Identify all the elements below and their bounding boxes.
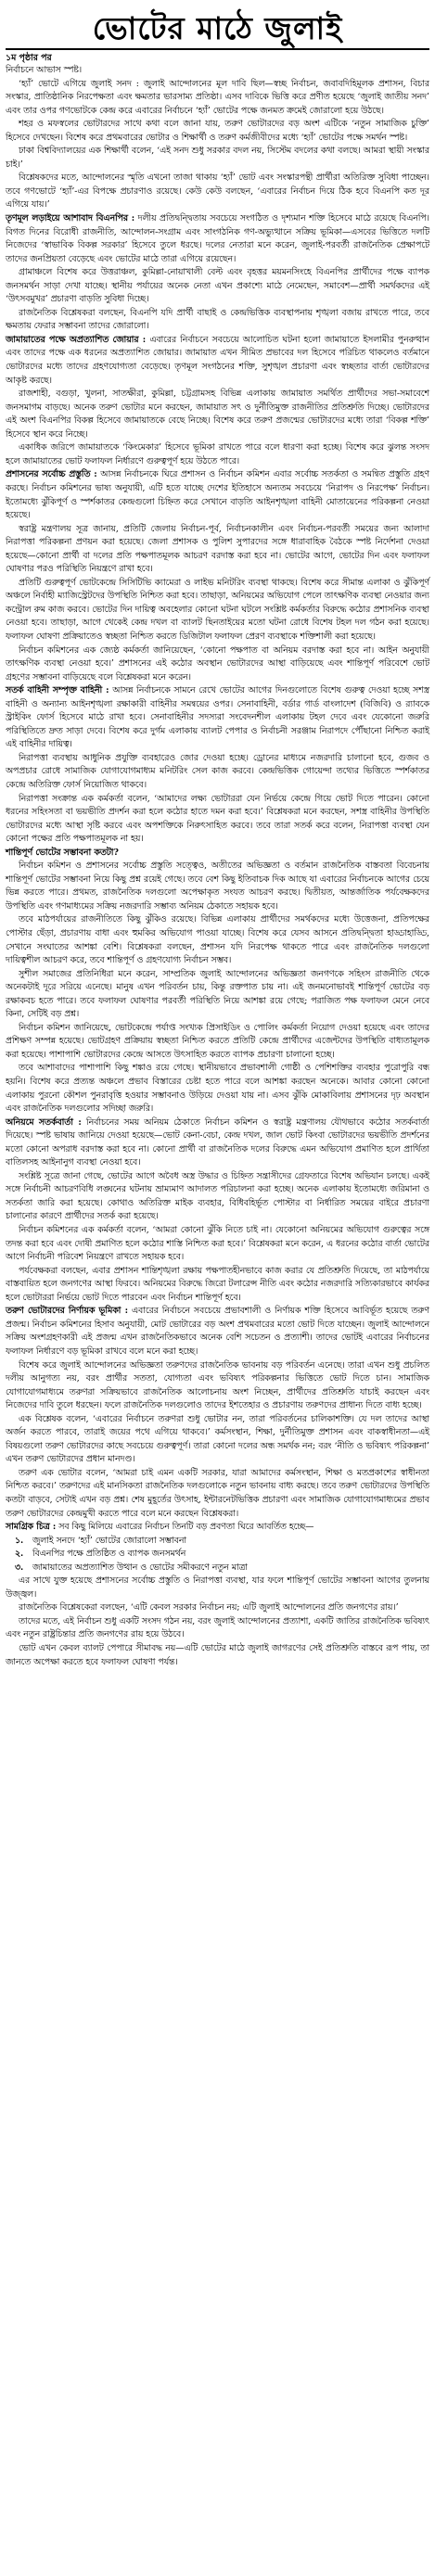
list-item — [15, 1562, 429, 1575]
list-item-text: জুলাই সনদে ‘হ্যাঁ’ ভোটের জোরালো সম্ভাবনা — [32, 1535, 187, 1546]
article-paragraph — [6, 1521, 429, 1535]
article-paragraph — [6, 913, 429, 967]
subheading: অনিয়মে সতর্কবার্তা : — [6, 1116, 82, 1128]
paragraph-text: শহর ও মফস্বলের ভোটারদের সাথে কথা বলে জানা যায়, তরুণ ভোটারদের বড় অংশ এটিকে ‘নতুন সামাজিক চুক্তি’ হিসেবে দেখছেন। বিশেষ করে প্রথমবারের ভোটার ও শিক্ষার্থী ও তরুণ কর্মজীবীদের মধ্যে ‘হ্যাঁ’ ভোটের পক্ষে সমর্থন স্পষ্ট। — [6, 119, 429, 143]
article-paragraph — [6, 1413, 429, 1467]
article-paragraph — [6, 1575, 429, 1601]
article-paragraph — [6, 523, 429, 577]
paragraph-text: তবে মাঠপর্যায়ের রাজনীতিতে কিছু ঝুঁকিও রয়েছে। বিভিন্ন এলাকায় প্রার্থীদের সমর্থকদের মধ্যে উত্তেজনা, প্রতিপক্ষের পোস্টার ছেঁড়া, প্রচারণায় বাধা এবং হুমকির অভিযোগ পাওয়া যাচ্ছে। বিশেষ করে যেসব আসনে প্রতিদ্বন্দ্বিতা হাড্ডাহাড্ডি, সেখানে সংঘাতের আশঙ্কা বেশি। বিশ্লেষকরা বলছেন, প্রশাসন যদি নিরপেক্ষ থাকতে পারে এবং রাজনৈতিক দলগুলো দায়িত্বশীল আচরণ করে, তবে শান্তিপূর্ণ ও গ্রহণযোগ্য নির্বাচন সম্ভব। — [6, 914, 429, 966]
article-paragraph — [6, 212, 429, 266]
subheading: শান্তিপূর্ণ ভোটের সম্ভাবনা কতটা? — [6, 847, 119, 858]
article-paragraph — [6, 1305, 429, 1358]
article-paragraph — [6, 1615, 429, 1642]
paragraph-text: পর্যবেক্ষকরা বলছেন, এবার প্রশাসন শান্তিশৃঙ্খলা রক্ষায় পক্ষপাতহীনভাবে কাজ করার যে প্রতিশ্রুতি দিয়েছে, তা মাঠপর্যায়ে বাস্তবায়িত হলে জনগণের আস্থা ফিরবে। অনিয়মের বিরুদ্ধে জিরো টলারেন্স নীতি এবং কঠোর নজরদারি সত্যিকারভাবে কার্যকর হলে ভোটাররা নির্ভয়ে ভোট দিতে পারবেন এবং নির্বাচন শান্তিপূর্ণ হবে। — [6, 1265, 429, 1303]
continued-from-label: ১ম পৃষ্ঠার পর — [6, 53, 52, 63]
paragraph-text: বিশ্লেষকদের মতে, আন্দোলনের স্মৃতি এখনো তাজা থাকায় ‘হ্যাঁ’ ভোট এবং সংস্কারপন্থী প্রার্থীরা অতিরিক্ত সুবিধা পাচ্ছেন। তবে গণভোটে ‘হ্যাঁ’-এর বিপক্ষে প্রচারণাও রয়েছে। কেউ কেউ বলছেন, ‘এবারের নির্বাচন দিয়ে ঠিক হবে বিএনপি কত দূর এগিয়ে যায়।’ — [6, 172, 429, 210]
article-body — [6, 64, 429, 1669]
paragraph-text: প্রতিটি গুরুত্বপূর্ণ ভোটকেন্দ্রে সিসিটিভি ক্যামেরা ও লাইভ মনিটরিং ব্যবস্থা থাকছে। বিশেষ করে সীমান্ত এলাকা ও ঝুঁকিপূর্ণ অঞ্চলে নির্বাহী ম্যাজিস্ট্রেটদের উপস্থিতি নিশ্চিত করা হবে। তাছাড়া, অনিয়মের অভিযোগ পেলে তাৎক্ষণিক ব্যবস্থা নেওয়ার জন্য কন্ট্রোল রুম কাজ করবে। ভোটের দিন দায়িত্ব অবহেলার কোনো ঘটনা ঘটলে সংশ্লিষ্ট কর্মকর্তার বিরুদ্ধে কঠোর প্রশাসনিক ব্যবস্থা নেওয়া হবে। তাছাড়া, আগে থেকেই কেন্দ্র দখল বা ব্যালট ছিনতাইয়ের মতো ঘটনা রোধে বিশেষ টহল দল গঠন করা হয়েছে। ফলাফল ঘোষণা প্রক্রিয়াতেও স্বচ্ছতা নিশ্চিত করতে ডিজিটাল ফলাফল প্রেরণ ব্যবস্থাকে শক্তিশালী করা হয়েছে। — [6, 577, 429, 642]
paragraph-text: এবারের নির্বাচনে সবচেয়ে প্রভাবশালী ও নির্ণায়ক শক্তি হিসেবে আবির্ভূত হয়েছে তরুণ প্রজন্ম। নির্বাচন কমিশনের হিসাব অনুযায়ী, মোট ভোটারের বড় অংশ প্রথমবারের মতো ভোট দিতে যাচ্ছেন। জুলাই আন্দোলনে সক্রিয় অংশগ্রহণকারী এই প্রজন্ম এখন রাজনৈতিকভাবে অনেক বেশি সচেতন ও প্রত্যাশী। তাদের ভোটই এবারের নির্বাচনের ফলাফল নির্ধারণে বড় ভূমিকা রাখবে বলে মনে করা হচ্ছে। — [6, 1306, 429, 1357]
list-item-text: জামায়াতের অপ্রত্যাশিত উত্থান ও ভোটের সমীকরণে নতুন মাত্রা — [32, 1562, 248, 1573]
paragraph-text: নির্বাচনে আভাস স্পষ্ট। — [6, 65, 83, 75]
paragraph-text: ঢাকা বিশ্ববিদ্যালয়ের এক শিক্ষার্থী বলেন, ‘এই সনদ শুধু সরকার বদল নয়, সিস্টেম বদলের কথা বলছে। আমরা স্থায়ী সংস্কার চাই।’ — [6, 146, 429, 170]
list-marker: ৩. — [15, 1562, 24, 1573]
paragraph-text: ভোট এখন কেবল ব্যালট পেপারে সীমাবদ্ধ নয়—এটি ভোটের মাঠে জুলাই জাগরণের সেই প্রতিশ্রুতি বাস্তবে রূপ পায়, তা জানতে অপেক্ষা করতে হবে ফলাফল ঘোষণা পর্যন্ত। — [6, 1642, 429, 1667]
article-paragraph — [6, 577, 429, 644]
paragraph-text: তাদের মতে, এই নির্বাচন শুধু একটি সংসদ গঠন নয়, বরং জুলাই আন্দোলনের প্রত্যাশা, একটি জাতির রাজনৈতিক ভবিষ্যৎ এবং নতুন রাষ্ট্রচিন্তার প্রতি জনগণের রায় হয়ে উঠবে। — [6, 1615, 429, 1640]
article-paragraph — [6, 1170, 429, 1224]
article-paragraph — [6, 266, 429, 307]
article-paragraph — [6, 172, 429, 212]
paragraph-text: আসন্ন নির্বাচনকে ঘিরে প্রশাসন ও নির্বাচন কমিশন এবার সর্বোচ্চ সতর্কতা ও সমন্বিত প্রস্তুতি গ্রহণ করছে। নির্বাচন কমিশনের ভাষ্য অনুযায়ী, এটি হতে যাচ্ছে দেশের ইতিহাসে অন্যতম সবচেয়ে ‘নিরাপদ ও নিরপেক্ষ’ নির্বাচন। ইতোমধ্যে ঝুঁকিপূর্ণ ও স্পর্শকাতর কেন্দ্রগুলো চিহ্নিত করে সেখানে বাড়তি আইনশৃঙ্খলা বাহিনী মোতায়েনের পরিকল্পনা নেওয়া হয়েছে। — [6, 469, 429, 521]
article-paragraph — [6, 468, 429, 522]
subheading: সামগ্রিক চিত্র : — [6, 1522, 57, 1533]
list-marker: ২. — [15, 1549, 24, 1560]
paragraph-text: তবে আশাবাদের পাশাপাশি কিছু শঙ্কাও রয়ে গেছে। স্থানীয়ভাবে প্রভাবশালী গোষ্ঠী ও পেশিশক্তির ব্যবহার পুরোপুরি বন্ধ হয়নি। বিশেষ করে প্রত্যন্ত অঞ্চলে প্রভাব বিস্তারের চেষ্টা হতে পারে বলে আশঙ্কা করছেন অনেকে। আবার কোনো কোনো এলাকায় পুরনো কৌশল পুনরাবৃত্তি হওয়ার সম্ভাবনাও উড়িয়ে দেওয়া যায় না। এসব ঝুঁকি মোকাবিলায় প্রশাসনের দৃঢ় অবস্থান এবং রাজনৈতিক দলগুলোর সদিচ্ছা জরুরি। — [6, 1063, 429, 1115]
article-paragraph — [6, 1642, 429, 1669]
paragraph-text: রাজশাহী, বগুড়া, খুলনা, সাতক্ষীরা, কুমিল্লা, চট্টগ্রামসহ বিভিন্ন এলাকায় জামায়াত সমর্থিত প্রার্থীদের সভা-সমাবেশে জনসমাগম বাড়ছে। অনেক তরুণ ভোটার মনে করছেন, জামায়াত সৎ ও দুর্নীতিমুক্ত রাজনীতির প্রতিশ্রুতি দিচ্ছে। ভোটারদের এই অংশ বিএনপির বিকল্প হিসেবে জামায়াতকে বেছে নিচ্ছে। বিশেষ করে তরুণ প্রজন্মের ভোটারদের মধ্যে তারা ‘বিকল্প শক্তি’ হিসেবে স্থান করে নিচ্ছে। — [6, 389, 429, 440]
subheading: জামায়াতের পক্ষে অপ্রত্যাশিত জোয়ার : — [6, 334, 147, 345]
paragraph-text: রাজনৈতিক বিশ্লেষকেরা বলছেন, ‘এটি কেবল সরকার নির্বাচন নয়; এটি জুলাই আন্দোলনের প্রতি জনগণের রায়।’ — [19, 1602, 399, 1613]
list-item — [15, 1548, 429, 1562]
article-paragraph — [6, 793, 429, 847]
article-headline: ভোটের মাঠে জুলাই — [92, 10, 343, 46]
article-paragraph — [6, 1022, 429, 1063]
article-paragraph — [6, 307, 429, 334]
article-paragraph — [6, 78, 429, 119]
paragraph-text: নির্বাচন কমিশন জানিয়েছে, ভোটকেন্দ্রে পর্যাপ্ত সংখ্যক প্রিসাইডিং ও পোলিং কর্মকর্তা নিয়োগ দেওয়া হয়েছে এবং তাদের প্রশিক্ষণ সম্পন্ন হয়েছে। ভোটগ্রহণ প্রক্রিয়ায় স্বচ্ছতা নিশ্চিত করতে প্রতিটি কেন্দ্রে প্রার্থীদের এজেন্টদের উপস্থিতি বাধ্যতামূলক করা হয়েছে। পাশাপাশি ভোটারদের কেন্দ্রে আসতে উৎসাহিত করতে ব্যাপক প্রচারণা চালানো হচ্ছে। — [6, 1022, 429, 1060]
paragraph-text: নিরাপত্তা ব্যবস্থায় আধুনিক প্রযুক্তি ব্যবহারেও জোর দেওয়া হচ্ছে। ড্রোনের মাধ্যমে নজরদারি চালানো হবে, গুজব ও অপপ্রচার রোধে সামাজিক যোগাযোগমাধ্যম মনিটরিং সেল কাজ করবে। কেন্দ্রভিত্তিক গোয়েন্দা তথ্যের ভিত্তিতে স্পর্শকাতর কেন্দ্রে অতিরিক্ত ফোর্স নিয়োজিত থাকবে। — [6, 752, 429, 790]
article-paragraph — [6, 644, 429, 685]
paragraph-text: বিশেষ করে জুলাই আন্দোলনের অভিজ্ঞতা তরুণদের রাজনৈতিক ভাবনায় বড় পরিবর্তন এনেছে। তারা এখন শুধু প্রচলিত দলীয় আনুগত্য নয়, বরং প্রার্থীর সততা, যোগ্যতা এবং ভবিষ্যৎ পরিকল্পনার ভিত্তিতে ভোট দিতে চান। সামাজিক যোগাযোগমাধ্যমে তরুণরা সক্রিয়ভাবে রাজনৈতিক আলোচনায় অংশ নিচ্ছেন, প্রার্থীদের প্রতিশ্রুতি যাচাই করছেন এবং নিজেদের দাবি তুলে ধরছেন। ফলে রাজনৈতিক দলগুলোও তাদের ইশতেহার ও প্রচারণায় তরুণদের প্রাধান্য দিতে বাধ্য হচ্ছে। — [6, 1359, 429, 1411]
paragraph-text: তরুণ এক ভোটার বলেন, ‘আমরা চাই এমন একটি সরকার, যারা আমাদের কর্মসংস্থান, শিক্ষা ও মতপ্রকাশের স্বাধীনতা নিশ্চিত করবে।’ তরুণদের এই মানসিকতা রাজনৈতিক দলগুলোকে নতুন ভাবনায় বাধ্য করছে। তবে তরুণ ভোটারদের উপস্থিতি কতটা বাড়বে, সেটাই এখন বড় প্রশ্ন। শেষ মুহূর্তের উৎসাহ, ইন্টারনেটভিত্তিক প্রচারণা এবং সামাজিক যোগাযোগমাধ্যমের প্রভাব তরুণ ভোটারদের কেন্দ্রমুখী করতে পারে বলে মনে করছেন বিশ্লেষকরা। — [6, 1467, 429, 1519]
summary-list — [6, 1535, 429, 1575]
article-paragraph — [6, 64, 429, 78]
paragraph-text: নির্বাচন কমিশনের এক কর্মকর্তা বলেন, ‘আমরা কোনো ঝুঁকি নিতে চাই না। যেকোনো অনিয়মের অভিযোগ গুরুত্বের সঙ্গে তদন্ত করা হবে এবং দোষী প্রমাণিত হলে কঠোর শাস্তি নিশ্চিত করা হবে।’ বিশ্লেষকরা মনে করেন, এ ধরনের কঠোর বার্তা ভোটের আগে নির্বাচনী পরিবেশ নিয়ন্ত্রণে রাখতে সহায়ক হবে। — [6, 1225, 429, 1263]
article-paragraph — [6, 752, 429, 793]
paragraph-text: সংশ্লিষ্ট সূত্রে জানা গেছে, ভোটের আগে অবৈধ অস্ত্র উদ্ধার ও চিহ্নিত সন্ত্রাসীদের গ্রেফতারে বিশেষ অভিযান চলছে। একই সঙ্গে নির্বাচনী আচরণবিধি লঙ্ঘনের ঘটনায় ভ্রাম্যমাণ আদালত পরিচালনা করা হচ্ছে। অনেক এলাকায় ইতোমধ্যে জরিমানা ও সতর্কতা জারি করা হয়েছে। কোথাও অতিরিক্ত মাইক ব্যবহার, বিধিবহির্ভূত পোস্টার বা নির্ধারিত সময়ের বাইরে প্রচারণা চালানোর কারণে প্রার্থীদের সতর্ক করা হয়েছে। — [6, 1170, 429, 1222]
article-paragraph — [6, 847, 429, 861]
article-paragraph — [6, 441, 429, 468]
article-paragraph — [6, 684, 429, 752]
article-paragraph — [6, 118, 429, 145]
paragraph-text: গ্রামাঞ্চলে বিশেষ করে উত্তরাঞ্চল, কুমিল্লা-নোয়াখালী বেল্ট এবং বৃহত্তর ময়মনসিংহে বিএনপির প্রার্থীদের পক্ষে ব্যাপক জনসমর্থন সাড়া দেখা যাচ্ছে। স্থানীয় পর্যায়ের অনেক নেতা এখন প্রকাশ্যে মাঠে নেমেছেন, সমাবেশ—প্রার্থী সমর্থকদের এই ‘উৎসবমুখর’ প্রচারণা বাড়তি সুবিধা দিচ্ছে। — [6, 267, 429, 305]
paragraph-text: এর সাথে যুক্ত হয়েছে প্রশাসনের সর্বোচ্চ প্রস্তুতি ও নিরাপত্তা ব্যবস্থা, যার ফলে শান্তিপূর্ণ ভোটের সম্ভাবনা আগের তুলনায় উজ্জ্বল। — [6, 1575, 429, 1600]
headline-divider — [6, 48, 429, 50]
paragraph-text: স্বরাষ্ট্র মন্ত্রণালয় সূত্র জানায়, প্রতিটি জেলায় নির্বাচন-পূর্ব, নির্বাচনকালীন এবং নির্বাচন-পরবর্তী সময়ের জন্য আলাদা নিরাপত্তা পরিকল্পনা প্রণয়ন করা হয়েছে। জেলা প্রশাসক ও পুলিশ সুপারদের সঙ্গে ধারাবাহিক বৈঠকে স্পষ্ট নির্দেশনা দেওয়া হয়েছে—কোনো প্রার্থী বা দলের প্রতি পক্ষপাতমূলক আচরণ বরদাস্ত করা হবে না। ভোটের আগে, ভোটের দিন এবং ফলাফল ঘোষণার পরও পরিস্থিতি নিয়ন্ত্রণে রাখা হবে। — [6, 523, 429, 575]
article-paragraph — [6, 388, 429, 441]
article-paragraph — [6, 1601, 429, 1615]
article-paragraph — [6, 1265, 429, 1306]
paragraph-text: নির্বাচন কমিশন ও প্রশাসনের সর্বোচ্চ প্রস্তুতি সত্ত্বেও, অতীতের অভিজ্ঞতা ও বর্তমান রাজনৈতিক বাস্তবতা বিবেচনায় শান্তিপূর্ণ ভোটের সম্ভাবনা নিয়ে কিছু প্রশ্ন রয়েই গেছে। তবে বেশ কিছু ইতিবাচক দিক আছে যা এবারের নির্বাচনকে আগের চেয়ে ভিন্ন করতে পারে। প্রথমত, রাজনৈতিক দলগুলো অপেক্ষাকৃত সংযত আচরণ করছে। দ্বিতীয়ত, আন্তর্জাতিক পর্যবেক্ষকদের উপস্থিতি এবং গণমাধ্যমের সক্রিয় নজরদারি সম্ভাব্য অনিয়ম ঠেকাতে সহায়ক হবে। — [6, 861, 429, 912]
list-item-text: বিএনপির পক্ষে প্রতিষ্ঠিত ও ব্যাপক জনসমর্থন — [32, 1549, 186, 1560]
subheading: তরুণ ভোটারদের নির্ণায়ক ভূমিকা : — [6, 1306, 129, 1317]
subheading: প্রশাসনের সর্বোচ্চ প্রস্তুতি : — [6, 469, 97, 480]
paragraph-text: দলীয় প্রতিদ্বন্দ্বিতায় সবচেয়ে সংগঠিত ও দৃশ্যমান শক্তি হিসেবে মাঠে রয়েছে বিএনপি। বিগত দিনের বিরোধী রাজনীতি, আন্দোলন-সংগ্রাম এবং সাংগঠনিক গণ-অভ্যুত্থানে সক্রিয় ভূমিকা—এসবের ভিত্তিতে দলটি নিজেদের ‘স্বাভাবিক বিকল্প সরকার’ হিসেবে তুলে ধরছে। দলের নেতারা মনে করেন, জুলাই-পরবর্তী রাজনৈতিক প্রেক্ষাপটে তাদের জনপ্রিয়তা বেড়েছে এবং ভোটের মাঠে তারা এগিয়ে রয়েছেন। — [6, 213, 429, 264]
article-paragraph — [6, 1359, 429, 1413]
paragraph-text: সব কিছু মিলিয়ে এবারের নির্বাচন তিনটি বড় প্রবণতা ঘিরে আবর্তিত হচ্ছে— — [58, 1522, 314, 1533]
paragraph-text: এবারের নির্বাচনে সবচেয়ে আলোচিত ঘটনা হলো জামায়াতে ইসলামীর পুনরুত্থান এবং তাদের পক্ষে এক ধরনের অপ্রত্যাশিত জোয়ার। জামায়াত এখন সীমিত প্রভাবের দল হিসেবে পরিচিত থাকলেও বর্তমানে ভোটারদের মধ্যে তাদের গ্রহণযোগ্যতা বেড়েছে। তৃণমূল সংগঠনের শক্তি, সুশৃঙ্খল প্রচারণা এবং স্বচ্ছতার বার্তা ভোটারদের আকৃষ্ট করছে। — [6, 334, 429, 386]
paragraph-text: একাধিক জরিপে জামায়াতকে ‘কিংমেকার’ হিসেবে ভূমিকা রাখতে পারে বলে ধারণা করা হচ্ছে। বিশেষ করে ঝুলন্ত সংসদ হলে জামায়াতের ভোট ফলাফল নির্ধারণে গুরুত্বপূর্ণ হয়ে উঠতে পারে। — [6, 442, 429, 466]
paragraph-text: নির্বাচনের সময় অনিয়ম ঠেকাতে নির্বাচন কমিশন ও স্বরাষ্ট্র মন্ত্রণালয় যৌথভাবে কঠোর সতর্কবার্তা দিয়েছে। স্পষ্ট ভাষায় জানিয়ে দেওয়া হয়েছে—ভোট কেনা-বেচা, কেন্দ্র দখল, জাল ভোট কিংবা ভোটারদের ভয়ভীতি প্রদর্শনের মতো কোনো অপরাধ বরদাস্ত করা হবে না। কোনো প্রার্থী বা রাজনৈতিক দলের বিরুদ্ধে এমন অভিযোগ প্রমাণিত হলে প্রার্থিতা বাতিলসহ আইনানুগ ব্যবস্থা নেওয়া হবে। — [6, 1116, 430, 1168]
paragraph-text: আসন্ন নির্বাচনকে সামনে রেখে ভোটের আগের দিনগুলোতে বিশেষ গুরুত্ব দেওয়া হচ্ছে সশস্ত্র বাহিনী ও অন্যান্য আইনশৃঙ্খলা রক্ষাকারী বাহিনীর সমন্বয়ের ওপর। সেনাবাহিনী, বর্ডার গার্ড বাংলাদেশ (বিজিবি) ও র‍্যাবকে স্ট্রাইকিং ফোর্স হিসেবে মাঠে রাখা হবে। সেনাবাহিনীর সদস্যরা সংবেদনশীল এলাকায় টহল দেবে এবং যেকোনো জরুরি পরিস্থিতিতে দ্রুত সাড়া দেবে। বিশেষ করে দুর্গম এলাকায় ব্যালট পেপার ও নির্বাচনী সরঞ্জাম নিরাপদে পৌঁছানো নিশ্চিত করাই এই বাহিনীর দায়িত্ব। — [6, 685, 429, 750]
subheading: সতর্ক বাহিনী সম্পৃক্ত বাহিনী : — [6, 685, 109, 696]
paragraph-text: সুশীল সমাজের প্রতিনিধিরা মনে করেন, সাম্প্রতিক জুলাই আন্দোলনের অভিজ্ঞতা জনগণকে সহিংস রাজনীতি থেকে অনেকটাই দূরে সরিয়ে এনেছে। মানুষ এখন পরিবর্তন চায়, কিন্তু রক্তপাত চায় না। এই জনমনোভাবই শান্তিপূর্ণ ভোটের বড় রক্ষাকবচ হতে পারে। তবে ফলাফল ঘোষণার পরবর্তী পরিস্থিতি নিয়ে আশঙ্কা রয়ে গেছে; পরাজিত পক্ষ ফলাফল মেনে নেবে কিনা, সেটিই বড় প্রশ্ন। — [6, 968, 429, 1020]
list-marker: ১. — [15, 1535, 24, 1546]
list-item — [15, 1535, 429, 1549]
subheading: তৃণমূল লড়াইয়ে আশাবাদ বিএনপির : — [6, 213, 135, 224]
paragraph-text: নিরাপত্তা সংক্রান্ত এক কর্মকর্তা বলেন, ‘আমাদের লক্ষ্য ভোটাররা যেন নির্ভয়ে কেন্দ্রে গিয়ে ভোট দিতে পারেন। কোনো ধরনের সহিংসতা বা ভয়ভীতি প্রদর্শন করা হলে কঠোর হাতে দমন করা হবে।’ বিশ্লেষকরা মনে করছেন, সশস্ত্র বাহিনীর উপস্থিতি ভোটারদের মধ্যে আস্থা সৃষ্টি করবে এবং অপশক্তিকে নিরুৎসাহিত করবে। তবে তারা সতর্ক করে বলেন, নিরাপত্তা ব্যবস্থা যেন কোনো পক্ষের প্রতি পক্ষপাতমূলক না হয়। — [6, 793, 429, 845]
paragraph-text: নির্বাচন কমিশনের এক জ্যেষ্ঠ কর্মকর্তা জানিয়েছেন, ‘কোনো পক্ষপাত বা অনিয়ম বরদাস্ত করা হবে না। আইন অনুযায়ী তাৎক্ষণিক ব্যবস্থা নেওয়া হবে।’ প্রশাসনের এই কঠোর অবস্থান ভোটারদের আস্থা বাড়িয়েছে এবং শান্তিপূর্ণ পরিবেশে ভোট গ্রহণের সম্ভাবনা বাড়িয়েছে বলে বিশ্লেষকরা মনে করেন। — [6, 644, 429, 682]
paragraph-text: ‘হ্যাঁ’ ভোটে এগিয়ে জুলাই সনদ : জুলাই আন্দোলনের মূল দাবি ছিল—স্বচ্ছ নির্বাচন, জবাবদিহিমূলক প্রশাসন, বিচার সংস্কার, প্রাতিষ্ঠানিক নিরপেক্ষতা এবং ক্ষমতার ভারসাম্য প্রতিষ্ঠা। এসব দাবিকে ভিত্তি করে প্রণীত হয়েছে ‘জুলাই জাতীয় সনদ’ এবং তার ওপর গণভোটকে কেন্দ্র করে এবারের নির্বাচনে ‘হ্যাঁ’ ভোটের পক্ষে জনমত ক্রমেই জোরালো হয়ে উঠছে। — [6, 78, 429, 116]
paragraph-text: এক বিশ্লেষক বলেন, ‘এবারের নির্বাচনে তরুণরা শুধু ভোটার নন, তারা পরিবর্তনের চালিকাশক্তি। যে দল তাদের আস্থা অর্জন করতে পারবে, তারাই জয়ের পথে এগিয়ে থাকবে।’ কর্মসংস্থান, শিক্ষা, দুর্নীতিমুক্ত প্রশাসন এবং বাকস্বাধীনতা—এই বিষয়গুলো তরুণ ভোটারদের কাছে সবচেয়ে গুরুত্বপূর্ণ। তারা কোনো দলের অন্ধ সমর্থক নন; বরং ‘নীতি ও ভবিষ্যৎ পরিকল্পনা’ এখন তরুণ ভোটারদের প্রধান মানদণ্ড। — [6, 1413, 429, 1465]
article-paragraph — [6, 334, 429, 388]
article-paragraph — [6, 145, 429, 172]
article-paragraph — [6, 860, 429, 913]
article-paragraph — [6, 1062, 429, 1116]
article-paragraph — [6, 1467, 429, 1521]
article-paragraph — [6, 1116, 429, 1170]
paragraph-text: রাজনৈতিক বিশ্লেষকরা বলছেন, বিএনপি যদি প্রার্থী বাছাই ও কেন্দ্রভিত্তিক ব্যবস্থাপনায় শৃঙ্খলা বজায় রাখতে পারে, তবে ক্ষমতায় ফেরার সম্ভাবনা তাদের জোরালো। — [6, 307, 429, 332]
article-paragraph — [6, 968, 429, 1022]
article-paragraph — [6, 1224, 429, 1265]
